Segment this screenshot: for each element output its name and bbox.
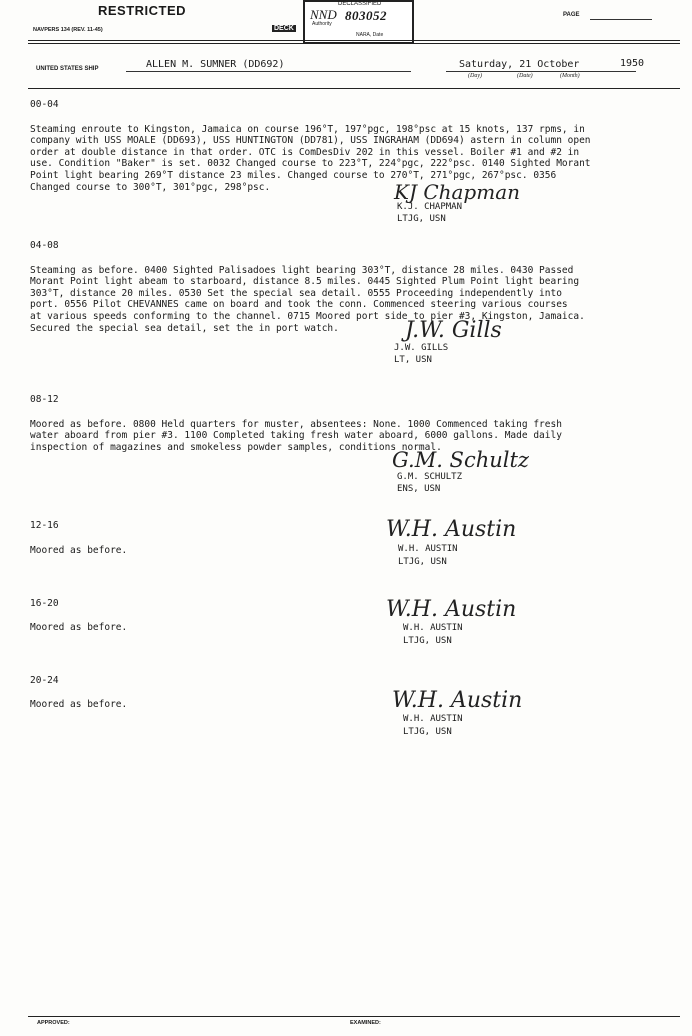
deck-tab: DECK [274,25,294,32]
month-label: (Month) [560,73,580,79]
signature-script: G.M. Schultz [392,448,529,472]
date-line [446,71,636,72]
ship-name: ALLEN M. SUMNER (DD692) [146,59,285,70]
date-label: (Date) [517,73,533,79]
approved-label: APPROVED: [37,1020,70,1026]
watch-time: 00-04 [30,99,59,110]
signature-name: G.M. SCHULTZ [397,472,463,482]
signature-script: KJ Chapman [394,180,520,204]
signature-rank: ENS, USN [397,484,441,494]
signature-rank: LTJG, USN [397,214,446,224]
signature-script: W.H. Austin [392,688,523,713]
classification-marking: RESTRICTED [98,3,187,18]
stamp-nara-label: NARA, Date [356,32,384,38]
watch-entry-text: Moored as before. [30,544,128,556]
watch-time: 08-12 [30,394,59,405]
signature-rank: LTJG, USN [403,727,452,737]
ship-label: UNITED STATES SHIP [36,66,99,72]
watch-time: 04-08 [30,240,59,251]
signature-rank: LTJG, USN [403,636,452,646]
page-number-line [590,19,652,20]
signature-name: W.H. AUSTIN [403,714,463,724]
watch-time: 20-24 [30,675,59,686]
signature-rank: LT, USN [394,355,432,365]
header-rule-top [28,40,680,41]
signature-script: W.H. Austin [386,517,517,542]
signature-name: W.H. AUSTIN [398,544,458,554]
footer-rule [28,1016,680,1017]
stamp-authority-prefix: NND [310,7,337,22]
watch-entry-text: Steaming enroute to Kingston, Jamaica on course 196°T, 197°pgc, 198°psc at 15 knots, 137 rpms, in company with USS MOALE (DD693), USS HUNTINGTON (DD781), USS INGRAHAM (DD694) astern in column open order at double distance in that order. OTC is ComDesDiv 202 in this vessel. Boiler #1 and #2 in use. Condition "Baker" is set. 0032 Changed course to 223°T, 224°pgc, 222°psc. 0140 Sighted Morant Point light bearing 269°T distance 23 miles. Changed course to 270°T, 271°pgc, 267°psc. 0356 Changed course to 300°T, 301°pgc, 298°psc. [30,123,591,193]
header-rule-lower [28,88,680,89]
watch-entry-text: Moored as before. [30,698,128,710]
examined-label: EXAMINED: [350,1020,381,1026]
log-date: Saturday, 21 October [459,59,580,70]
signature-rank: LTJG, USN [398,557,447,567]
day-label: (Day) [468,73,482,79]
stamp-authority-label: Authority [312,21,332,27]
signature-name: J.W. GILLS [394,343,449,353]
stamp-number: 803052 [345,8,387,23]
watch-entry-text: Moored as before. [30,621,128,633]
header-rule-bottom [28,43,680,44]
signature-script: J.W. Gills [405,318,502,343]
watch-entry-text: Steaming as before. 0400 Sighted Palisadoes light bearing 303°T, distance 28 miles. 0430 Passed Morant Point light abeam to starboard, distance 8.5 miles. 0445 Sighted Plum Point light bearing 303°T, distance 20 miles. 0530 Set the special sea detail. 0555 Proceeding independently into port. 0556 Pilot CHEVANNES came on board and took the conn. Commenced steering various courses at various speeds conforming to the channel. 0715 Moored port side to pier #3, Kingston, Jamaica. Secured the special sea detail, set the in port watch. [30,264,585,334]
watch-time: 16-20 [30,598,59,609]
ship-name-line [126,71,411,72]
watch-entry-text: Moored as before. 0800 Held quarters for muster, absentees: None. 1000 Commenced taking fresh water aboard from pier #3. 1100 Completed taking fresh water aboard, 6000 gallons. Made daily inspection of magazines and smokeless powder samples, conditions normal. [30,418,562,453]
signature-name: K.J. CHAPMAN [397,202,463,212]
signature-script: W.H. Austin [386,597,517,622]
watch-time: 12-16 [30,520,59,531]
stamp-declassified-label: DECLASSIFIED [338,1,382,7]
page-label: PAGE [563,12,580,18]
signature-name: W.H. AUSTIN [403,623,463,633]
log-year: 1950 [620,58,645,69]
form-number: NAVPERS 134 (REV. 11-45) [33,27,103,33]
